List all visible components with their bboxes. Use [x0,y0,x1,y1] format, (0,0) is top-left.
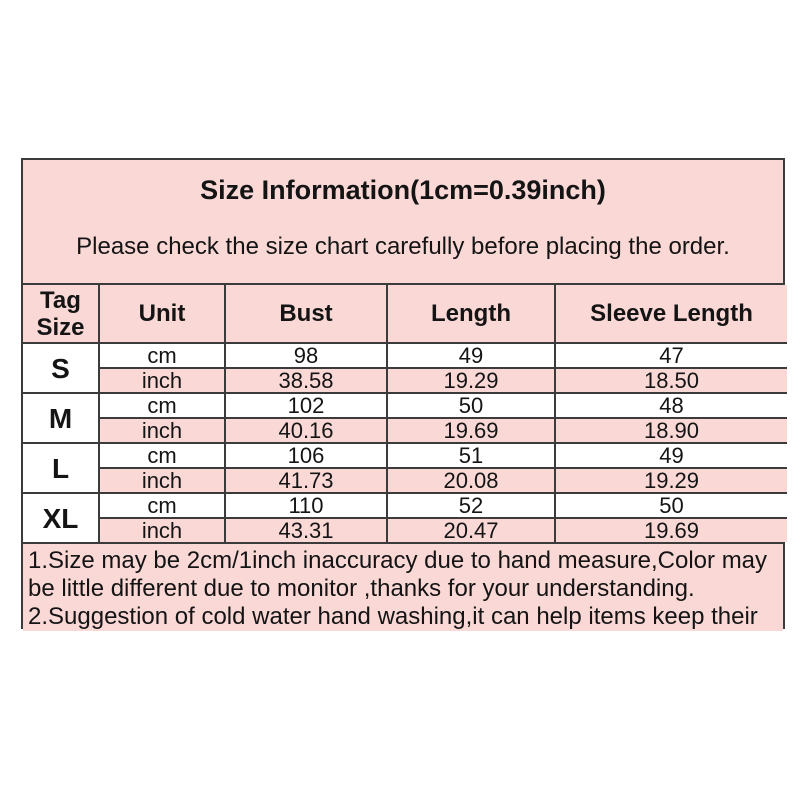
size-chart-header [23,160,783,285]
table-row-m-inch [23,418,787,443]
table-row-l-cm [23,443,787,468]
sleeve-length-value: 47 [555,343,787,368]
table-row-s-inch [23,368,787,393]
length-value: 52 [387,493,555,518]
sleeve-length-value: 18.90 [555,418,787,443]
length-value: 50 [387,393,555,418]
page-subtitle: Please check the size chart carefully before placing the order. [76,233,730,260]
length-value: 49 [387,343,555,368]
sleeve-length-value: 49 [555,443,787,468]
unit-cell: cm [99,493,225,518]
length-value: 20.08 [387,468,555,493]
bust-value: 41.73 [225,468,387,493]
bust-value: 38.58 [225,368,387,393]
table-header-row [23,285,787,343]
sleeve-length-value: 19.69 [555,518,787,542]
note-washing-suggestion: 2.Suggestion of cold water hand washing,it can help items keep their [28,603,758,630]
table-row-s-cm [23,343,787,368]
bust-value: 102 [225,393,387,418]
bust-value: 106 [225,443,387,468]
note-measure-disclaimer: 1.Size may be 2cm/1inch inaccuracy due to hand measure,Color may be little different due to monitor ,thanks for your understanding. [28,547,768,602]
notes-section [23,542,783,631]
bust-value: 40.16 [225,418,387,443]
size-label-m: M [23,393,99,443]
length-value: 20.47 [387,518,555,542]
col-header-length: Length [387,285,555,343]
sleeve-length-value: 18.50 [555,368,787,393]
length-value: 19.69 [387,418,555,443]
length-value: 19.29 [387,368,555,393]
bust-value: 98 [225,343,387,368]
bust-value: 43.31 [225,518,387,542]
col-header-bust: Bust [225,285,387,343]
unit-cell: inch [99,368,225,393]
size-table [23,285,787,542]
unit-cell: inch [99,518,225,542]
sleeve-length-value: 50 [555,493,787,518]
unit-cell: cm [99,443,225,468]
table-row-m-cm [23,393,787,418]
sleeve-length-value: 48 [555,393,787,418]
col-header-sleeve-length: Sleeve Length [555,285,787,343]
unit-cell: inch [99,468,225,493]
table-row-xl-inch [23,518,787,542]
unit-cell: inch [99,418,225,443]
sleeve-length-value: 19.29 [555,468,787,493]
bust-value: 110 [225,493,387,518]
col-header-unit: Unit [99,285,225,343]
table-row-xl-cm [23,493,787,518]
size-label-l: L [23,443,99,493]
size-label-s: S [23,343,99,393]
unit-cell: cm [99,343,225,368]
length-value: 51 [387,443,555,468]
col-header-tag-size: Tag Size [23,285,99,343]
table-row-l-inch [23,468,787,493]
unit-cell: cm [99,393,225,418]
size-chart-panel [21,158,785,629]
size-label-xl: XL [23,493,99,542]
page-title: Size Information(1cm=0.39inch) [200,175,606,205]
